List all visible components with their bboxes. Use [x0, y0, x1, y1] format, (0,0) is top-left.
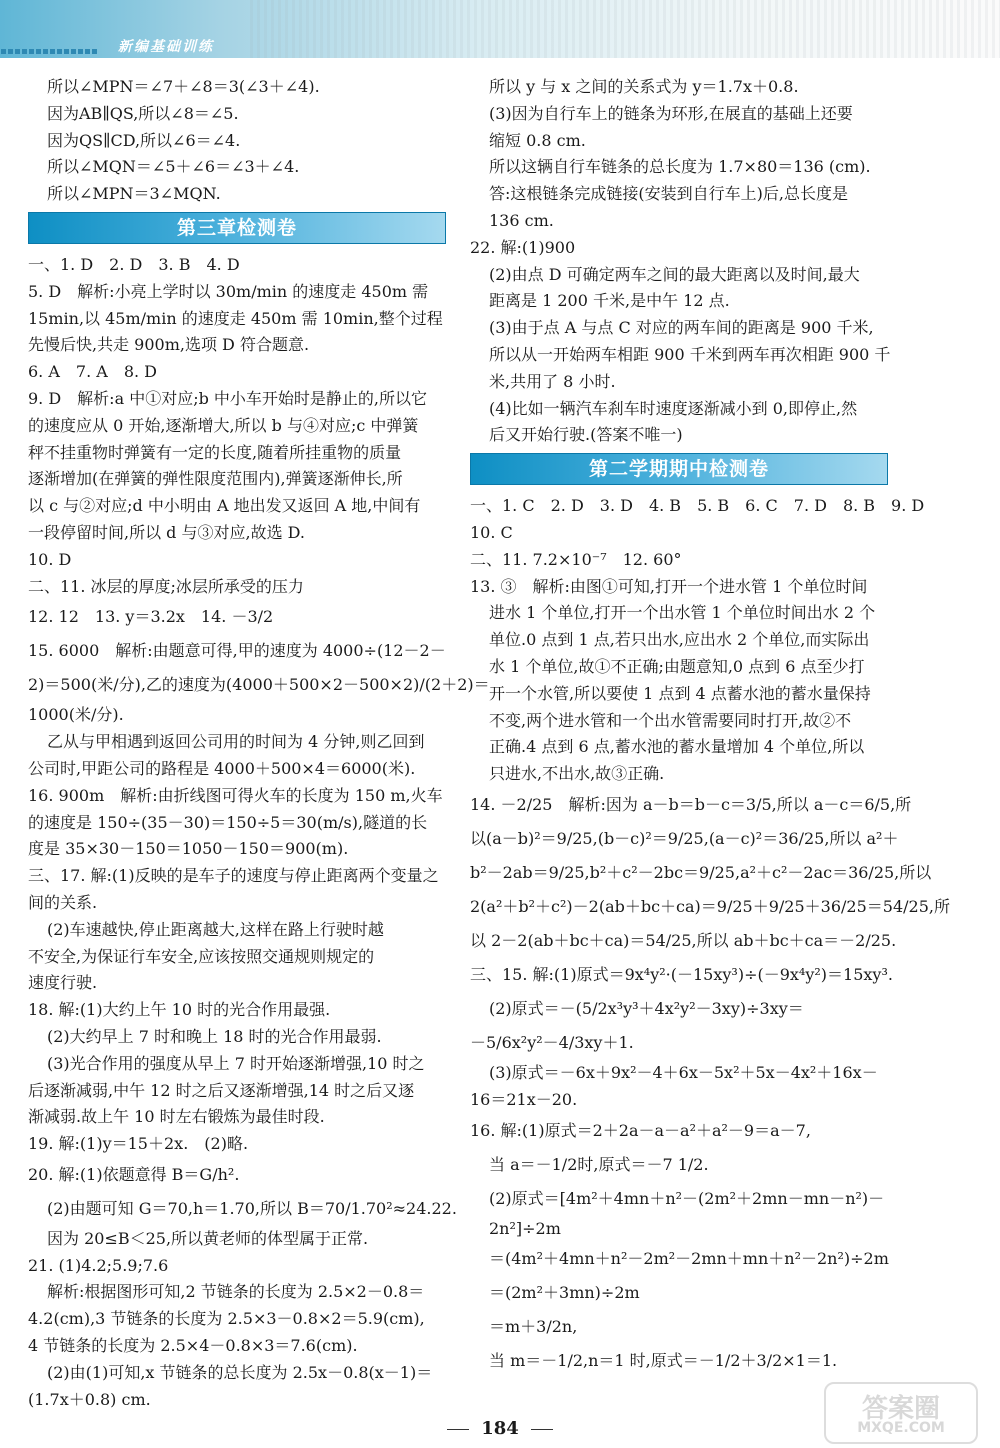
answer-line: 渐减弱.故上午 10 时左右锻炼为最佳时段. [28, 1107, 325, 1127]
answer-line: 当 a＝－1/2时,原式＝－7 1/2. [489, 1154, 709, 1174]
answer-line: (2)由(1)可知,x 节链条的总长度为 2.5x－0.8(x－1)＝ [47, 1362, 433, 1382]
answer-line: (4)比如一辆汽车刹车时速度逐渐减小到 0,即停止,然 [489, 398, 858, 418]
answer-line: 2)＝500(米/分),乙的速度为(4000＋500×2－500×2)/(2＋2)＝ [28, 675, 490, 695]
answer-line: 所以从一开始两车相距 900 千米到两车再次相距 900 千 [489, 344, 891, 364]
answer-line: (3)由于点 A 与点 C 对应的两车间的距离是 900 千米, [489, 318, 874, 338]
answer-line: 后逐渐减弱,中午 12 时之后又逐渐增强,14 时之后又逐 [28, 1080, 415, 1100]
watermark-stamp [824, 1382, 978, 1444]
answer-line: 20. 解:(1)依题意得 B＝G/h². [28, 1164, 240, 1184]
answer-line: 正确.4 点到 6 点,蓄水池的蓄水量增加 4 个单位,所以 [489, 737, 865, 757]
answer-line: 10. D [28, 549, 72, 569]
answer-line: ＝(4m²＋4mn＋n²－2m²－2mn＋mn＋n²－2n²)÷2m [489, 1249, 889, 1269]
answer-line: (3)因为自行车上的链条为环形,在展直的基础上还要 [489, 103, 853, 123]
answer-line: 10. C [470, 522, 513, 542]
answer-line: 4.2(cm),3 节链条的长度为 2.5×3－0.8×2＝5.9(cm), [28, 1309, 425, 1329]
answer-line: 单位.0 点到 1 点,若只出水,应出水 2 个单位,而实际出 [489, 630, 870, 650]
answer-line: 速度行驶. [28, 973, 98, 993]
answer-line: 6. A 7. A 8. D [28, 362, 157, 382]
answer-line: 一段停留时间,所以 d 与③对应,故选 D. [28, 522, 306, 542]
answer-line: (2)由题可知 G＝70,h＝1.70,所以 B＝70/1.70²≈24.22. [47, 1198, 457, 1218]
answer-line: 答:这根链条完成链接(安装到自行车上)后,总长度是 [489, 184, 848, 204]
header-band [0, 0, 1000, 58]
answer-line: 缩短 0.8 cm. [489, 130, 586, 150]
series-title: 新编基础训练 [118, 39, 214, 55]
answer-line: 因为AB∥QS,所以∠8＝∠5. [47, 103, 239, 123]
section-banner: 第三章检测卷 [28, 212, 446, 244]
answer-line: 14. －2/25 解析:因为 a－b＝b－c＝3/5,所以 a－c＝6/5,所 [470, 794, 912, 814]
answer-line: 12. 12 13. y＝3.2x 14. －3/2 [28, 607, 274, 627]
answer-line: (2)大约早上 7 时和晚上 18 时的光合作用最弱. [47, 1026, 382, 1046]
answer-line: (2)由点 D 可确定两车之间的最大距离以及时间,最大 [489, 264, 860, 284]
answer-line: 18. 解:(1)大约上午 10 时的光合作用最强. [28, 1000, 331, 1020]
answer-line: 解析:根据图形可知,2 节链条的长度为 2.5×2－0.8＝ [47, 1282, 425, 1302]
answer-line: 不变,两个进水管和一个出水管需要同时打开,故②不 [489, 710, 852, 730]
answer-line: 1000(米/分). [28, 705, 124, 725]
answer-line: 以 2－2(ab＋bc＋ca)＝54/25,所以 ab＋bc＋ca＝－2/25. [470, 930, 897, 950]
page-dash-right [531, 1429, 553, 1430]
left-column [28, 74, 490, 1413]
answer-line: 所以∠MPN＝∠7＋∠8＝3(∠3＋∠4). [47, 77, 320, 96]
answer-line: 所以这辆自行车链条的总长度为 1.7×80＝136 (cm). [489, 157, 871, 177]
answer-line: 因为QS∥CD,所以∠6＝∠4. [47, 130, 241, 150]
answer-line: 先慢后快,共走 900m,选项 D 符合题意. [28, 335, 310, 355]
answer-line: 2n²]÷2m [489, 1218, 561, 1238]
answer-line: 间的关系. [28, 892, 98, 912]
answer-line: 2(a²＋b²＋c²)－2(ab＋bc＋ca)＝9/25＋9/25＋36/25＝54/25,所 [470, 896, 950, 916]
answer-line: 二、11. 7.2×10⁻⁷ 12. 60° [470, 549, 682, 569]
answer-line: ＝m＋3/2n, [489, 1317, 578, 1337]
answer-line: 开一个水管,所以要使 1 点到 4 点蓄水池的蓄水量保持 [489, 683, 871, 703]
answer-line: 三、15. 解:(1)原式＝9x⁴y²·(－15xy³)÷(－9x⁴y²)＝15xy³. [470, 964, 893, 984]
answer-line: 21. (1)4.2;5.9;7.6 [28, 1255, 169, 1275]
answer-line: －5/6x²y²－4/3xy＋1. [470, 1032, 634, 1052]
answer-line: 22. 解:(1)900 [470, 237, 576, 257]
answer-line: 的速度是 150÷(35－30)＝150÷5＝30(m/s),隧道的长 [28, 812, 428, 832]
watermark-title: 答案圈 [861, 1394, 940, 1424]
answer-line: (1.7x＋0.8) cm. [28, 1389, 151, 1409]
answer-line: 13. ③ 解析:由图①可知,打开一个进水管 1 个单位时间 [470, 576, 868, 596]
page-dash-left [447, 1429, 469, 1430]
answer-line: 5. D 解析:小亮上学时以 30m/min 的速度走 450m 需 [28, 281, 429, 301]
header-texture [250, 0, 1000, 58]
answer-line: 9. D 解析:a 中①对应;b 中小车开始时是静止的,所以它 [28, 388, 428, 408]
answer-line: (2)原式＝－(5/2x³y³＋4x²y²－3xy)÷3xy＝ [489, 998, 804, 1018]
answer-line: 的速度应从 0 开始,逐渐增大,所以 b 与④对应;c 中弹簧 [28, 415, 419, 435]
answer-line: 当 m＝－1/2,n＝1 时,原式＝－1/2＋3/2×1＝1. [489, 1351, 838, 1371]
answer-line: 16＝21x－20. [470, 1089, 578, 1109]
answer-line: 进水 1 个单位,打开一个出水管 1 个单位时间出水 2 个 [489, 603, 876, 623]
answer-line: 15. 6000 解析:由题意可得,甲的速度为 4000÷(12－2－ [28, 641, 446, 661]
answer-line: 度是 35×30－150＝1050－150＝900(m). [28, 839, 349, 859]
answer-line: 4 节链条的长度为 2.5×4－0.8×3＝7.6(cm). [28, 1336, 358, 1356]
answer-line: 乙从与甲相遇到返回公司用的时间为 4 分钟,则乙回到 [47, 732, 425, 752]
answer-line: 19. 解:(1)y＝15＋2x. (2)略. [28, 1134, 249, 1154]
answer-line: 136 cm. [489, 210, 554, 230]
answer-line: 距离是 1 200 千米,是中午 12 点. [489, 291, 730, 311]
answer-line: 16. 900m 解析:由折线图可得火车的长度为 150 m,火车 [28, 785, 443, 805]
right-column [470, 74, 950, 1378]
answer-line: 水 1 个单位,故①不正确;由题意知,0 点到 6 点至少打 [489, 656, 865, 676]
watermark-site: MXQE.COM [857, 1420, 945, 1436]
answer-line: 秤不挂重物时弹簧有一定的长度,随着所挂重物的质量 [28, 442, 402, 462]
answer-line: 以 c 与②对应;d 中小明由 A 地出发又返回 A 地,中间有 [28, 496, 421, 516]
answer-line: (2)车速越快,停止距离越大,这样在路上行驶时越 [47, 919, 384, 939]
answer-line: 15min,以 45m/min 的速度走 450m 需 10min,整个过程 [28, 308, 443, 328]
answer-line: 16. 解:(1)原式＝2＋2a－a－a²＋a²－9＝a－7, [470, 1120, 811, 1140]
answer-line: 一、1. D 2. D 3. B 4. D [28, 254, 240, 274]
answer-line: 所以∠MQN＝∠5＋∠6＝∠3＋∠4. [47, 157, 300, 177]
page-number-text: 184 [481, 1418, 519, 1439]
answer-line: 二、11. 冰层的厚度;冰层所承受的压力 [28, 576, 304, 596]
answer-line: (2)原式＝[4m²＋4mn＋n²－(2m²＋2mn－mn－n²)－ [489, 1188, 885, 1208]
answer-line: 公司时,甲距公司的路程是 4000＋500×4＝6000(米). [28, 758, 416, 778]
answer-line: 以(a－b)²＝9/25,(b－c)²＝9/25,(a－c)²＝36/25,所以 a²＋ [470, 828, 899, 848]
answer-line: 米,共用了 8 小时. [489, 371, 616, 391]
answer-line: 所以∠MPN＝3∠MQN. [47, 184, 221, 204]
answer-line: 三、17. 解:(1)反映的是车子的速度与停止距离两个变量之 [28, 866, 439, 886]
answer-line: 逐渐增加(在弹簧的弹性限度范围内),弹簧逐渐伸长,所 [28, 469, 403, 489]
answer-line: 一、1. C 2. D 3. D 4. B 5. B 6. C 7. D 8. B 9. D [470, 496, 925, 516]
answer-line: 因为 20≤B＜25,所以黄老师的体型属于正常. [47, 1228, 369, 1248]
answer-line: 只进水,不出水,故③正确. [489, 764, 665, 784]
section-banner: 第二学期期中检测卷 [470, 453, 888, 485]
answer-line: (3)光合作用的强度从早上 7 时开始逐渐增强,10 时之 [47, 1053, 425, 1073]
answer-line: 所以 y 与 x 之间的关系式为 y＝1.7x＋0.8. [489, 77, 799, 96]
answer-line: 后又开始行驶.(答案不唯一) [489, 425, 683, 445]
answer-line: ＝(2m²＋3mn)÷2m [489, 1283, 640, 1303]
logo-dots [0, 40, 112, 56]
answer-line: (3)原式＝－6x＋9x²－4＋6x－5x²＋5x－4x²＋16x－ [489, 1062, 878, 1082]
answer-line: b²－2ab＝9/25,b²＋c²－2bc＝9/25,a²＋c²－2ac＝36/25,所以 [470, 862, 932, 882]
answer-line: 不安全,为保证行车安全,应该按照交通规则规定的 [28, 946, 375, 966]
